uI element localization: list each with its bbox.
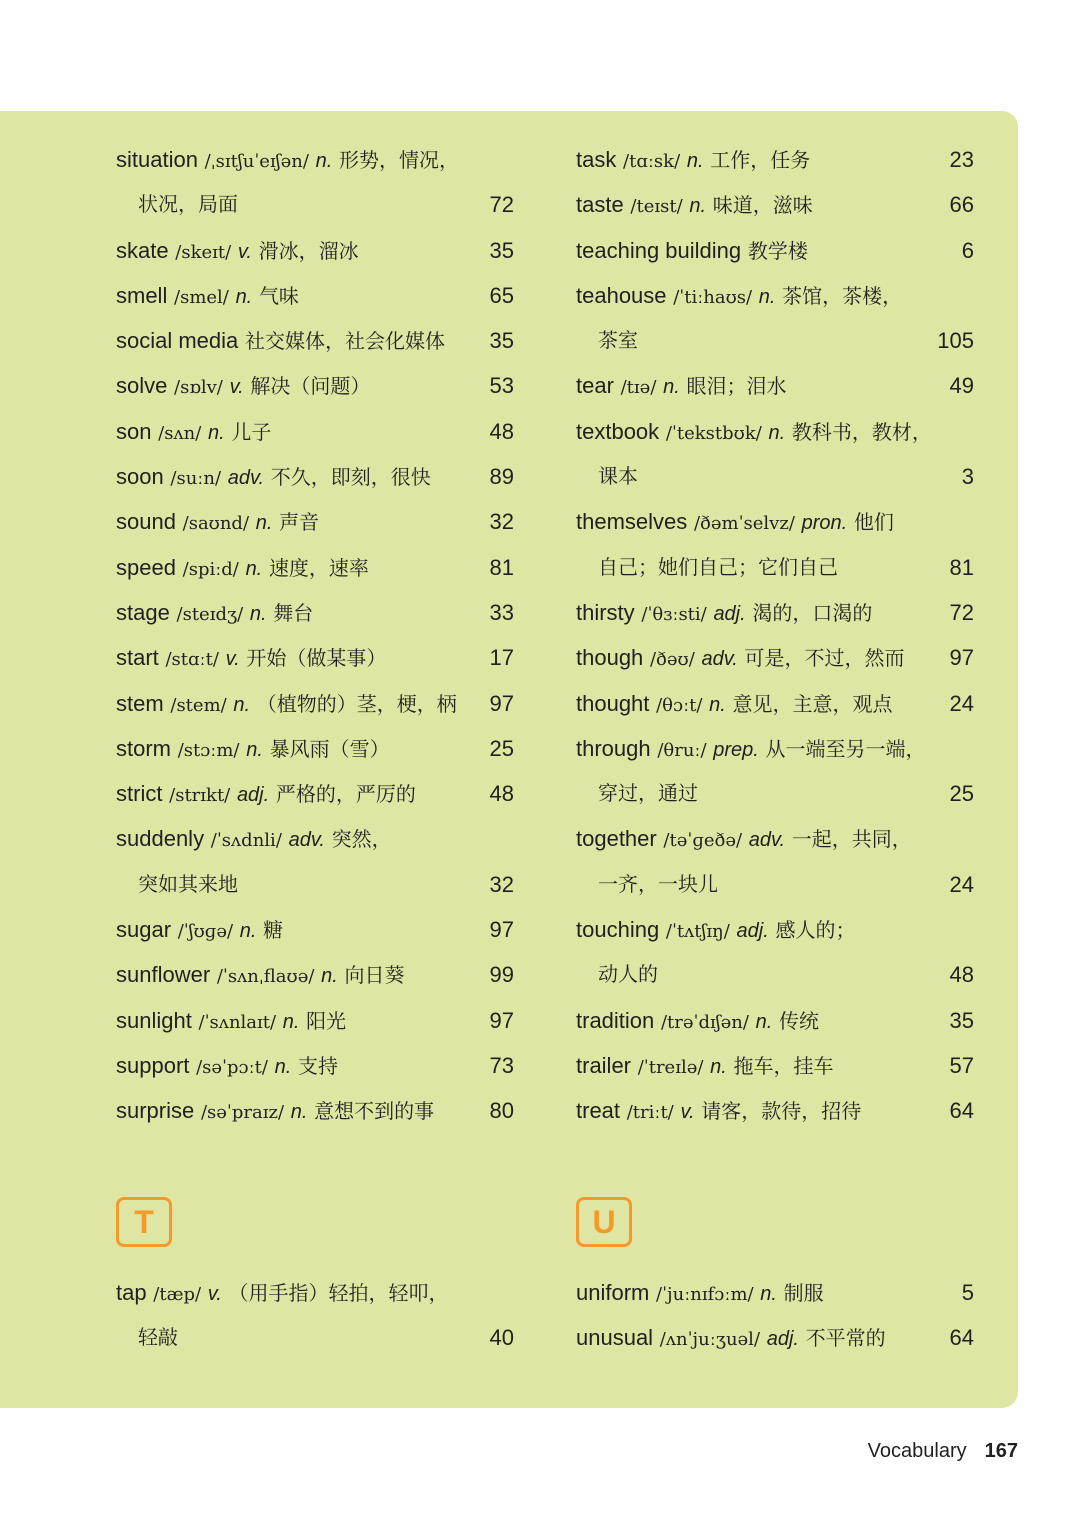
vocab-entry — [116, 590, 514, 635]
part-of-speech: n. — [755, 1010, 773, 1033]
page-ref: 24 — [949, 690, 974, 716]
vocab-entry — [576, 635, 974, 680]
vocab-list-t — [116, 1270, 514, 1361]
headword: support — [116, 1052, 190, 1078]
meaning: 状况，局面 — [138, 192, 238, 217]
meaning: 传统 — [779, 1008, 820, 1033]
phonetic: /strɪkt/ — [169, 785, 231, 807]
vocab-entry — [116, 862, 514, 907]
phonetic: /səˈpraɪz/ — [200, 1102, 285, 1124]
phonetic: /təˈɡeðə/ — [663, 830, 743, 852]
vocab-entry — [576, 228, 974, 273]
page-ref: 23 — [949, 147, 974, 172]
part-of-speech: n. — [246, 738, 263, 761]
headword: task — [576, 147, 617, 172]
page-ref: 48 — [489, 781, 514, 807]
headword: thought — [576, 690, 650, 716]
vocab-entry — [116, 681, 514, 726]
phonetic: /tæp/ — [153, 1284, 202, 1305]
part-of-speech: n. — [235, 285, 253, 308]
headword: together — [576, 826, 657, 852]
meaning: 动人的 — [598, 962, 658, 987]
phonetic: /triːt/ — [626, 1102, 674, 1124]
phonetic: /suːn/ — [170, 468, 222, 490]
vocab-entry — [576, 771, 974, 816]
vocab-entry — [576, 409, 974, 454]
phonetic: /ˈsʌdnli/ — [210, 830, 282, 852]
vocab-list-right — [576, 137, 974, 1134]
headword: sound — [116, 509, 176, 535]
meaning: 茶馆，茶楼， — [782, 283, 903, 308]
headword: treat — [576, 1098, 621, 1124]
phonetic: /smel/ — [174, 286, 229, 308]
vocab-entry — [116, 363, 514, 408]
meaning: 不平常的 — [805, 1326, 886, 1351]
phonetic: /ˈtʌtʃɪŋ/ — [665, 921, 730, 943]
vocab-entry — [576, 681, 974, 726]
vocab-entry — [116, 907, 514, 952]
headword: thirsty — [576, 599, 635, 625]
vocab-entry — [576, 590, 974, 635]
vocab-entry — [576, 952, 974, 997]
meaning: 课本 — [598, 464, 638, 489]
phonetic: /θruː/ — [657, 739, 707, 761]
page-ref: 81 — [949, 554, 974, 580]
meaning: 儿子 — [231, 419, 272, 444]
headword: touching — [576, 917, 660, 943]
meaning: 请客，款待，招待 — [701, 1099, 862, 1124]
meaning: 味道，滋味 — [712, 193, 813, 218]
part-of-speech: n. — [321, 965, 338, 988]
vocab-entry — [116, 318, 514, 363]
headword: suddenly — [116, 826, 205, 852]
headword: son — [116, 418, 152, 444]
vocab-entry — [116, 771, 514, 816]
vocab-entry — [576, 363, 974, 408]
meaning: 舞台 — [273, 600, 314, 625]
page-ref: 73 — [489, 1052, 514, 1078]
page-ref: 32 — [489, 509, 514, 535]
part-of-speech: prep. — [713, 738, 759, 761]
meaning: 渴的，口渴的 — [752, 600, 873, 625]
headword: taste — [576, 192, 624, 218]
part-of-speech: adv. — [227, 467, 265, 490]
vocab-entry — [116, 499, 514, 544]
page-number: 167 — [984, 1440, 1018, 1462]
part-of-speech: adj. — [766, 1328, 799, 1351]
headword: unusual — [576, 1325, 654, 1351]
vocab-entry — [576, 1315, 974, 1360]
meaning: 教学楼 — [747, 238, 808, 263]
page-ref: 105 — [937, 328, 974, 354]
headword: textbook — [576, 418, 660, 444]
phonetic: /tɑːsk/ — [623, 151, 681, 172]
footer-label: Vocabulary — [867, 1440, 967, 1462]
meaning: 支持 — [298, 1053, 339, 1078]
headword: sunflower — [116, 962, 211, 988]
phonetic: /səˈpɔːt/ — [196, 1056, 268, 1078]
phonetic: /ˈtiːhaʊs/ — [673, 286, 753, 308]
meaning: 开始（做某事） — [246, 646, 387, 671]
meaning: 一起，共同， — [791, 827, 912, 852]
page-ref: 72 — [949, 599, 974, 625]
page-ref: 53 — [489, 373, 514, 399]
vocab-entry — [116, 1043, 514, 1088]
meaning: 他们 — [853, 510, 894, 535]
headword: surprise — [116, 1098, 195, 1124]
page-ref: 35 — [489, 237, 514, 263]
meaning: 不久，即刻，很快 — [270, 465, 431, 490]
phonetic: /stɔːm/ — [177, 739, 240, 761]
headword: tap — [116, 1280, 147, 1305]
headword: storm — [116, 735, 171, 761]
page-ref: 97 — [489, 917, 514, 943]
part-of-speech: n. — [290, 1101, 308, 1124]
page-ref: 72 — [489, 192, 514, 218]
page-ref: 97 — [489, 690, 514, 716]
phonetic: /ˈsʌnlaɪt/ — [198, 1011, 277, 1033]
part-of-speech: adv. — [288, 829, 325, 852]
phonetic: /spiːd/ — [182, 558, 239, 580]
meaning: （用手指）轻拍，轻叩， — [228, 1281, 449, 1305]
part-of-speech: n. — [282, 1010, 300, 1033]
meaning: 向日葵 — [344, 963, 405, 988]
part-of-speech: n. — [760, 1283, 777, 1305]
vocab-entry — [116, 273, 514, 318]
phonetic: /ˌsɪtʃuˈeɪʃən/ — [204, 151, 309, 172]
phonetic: /ʌnˈjuːʒuəl/ — [659, 1329, 761, 1351]
part-of-speech: n. — [208, 421, 225, 444]
part-of-speech: adj. — [713, 602, 746, 625]
meaning: 穿过，通过 — [598, 781, 698, 806]
section-letter-t: T — [116, 1197, 172, 1247]
page-ref: 24 — [949, 871, 974, 897]
meaning: 社交媒体，社会化媒体 — [244, 329, 445, 354]
meaning: 暴风雨（雪） — [269, 736, 390, 761]
phonetic: /tɪə/ — [620, 377, 657, 399]
vocab-entry — [576, 273, 974, 318]
headword: sunlight — [116, 1007, 192, 1033]
page-ref: 48 — [489, 418, 514, 444]
vocab-entry — [576, 998, 974, 1043]
part-of-speech: n. — [689, 195, 707, 218]
part-of-speech: n. — [709, 693, 726, 716]
vocab-entry — [576, 1270, 974, 1315]
part-of-speech: n. — [686, 150, 704, 172]
headword: stage — [116, 599, 170, 625]
headword: tear — [576, 373, 614, 399]
part-of-speech: n. — [239, 920, 257, 943]
vocab-entry — [116, 1270, 514, 1315]
part-of-speech: n. — [233, 693, 251, 716]
phonetic: /ˈjuːnɪfɔːm/ — [656, 1284, 754, 1305]
meaning: 一齐，一块儿 — [598, 871, 718, 896]
page-ref: 33 — [489, 599, 514, 625]
vocab-entry — [116, 137, 514, 182]
meaning: 声音 — [279, 510, 320, 535]
headword: themselves — [576, 509, 688, 535]
vocab-entry — [576, 862, 974, 907]
page-ref: 5 — [961, 1280, 974, 1305]
part-of-speech: v. — [225, 648, 240, 671]
meaning: 解决（问题） — [250, 374, 371, 399]
headword: sugar — [116, 917, 172, 943]
part-of-speech: adj. — [236, 784, 270, 807]
page-ref: 35 — [489, 328, 514, 354]
page-ref: 57 — [949, 1052, 974, 1078]
page-ref: 40 — [489, 1325, 514, 1351]
part-of-speech: n. — [710, 1055, 727, 1078]
phonetic: /sʌn/ — [158, 422, 202, 444]
meaning: 眼泪；泪水 — [686, 374, 787, 399]
vocab-entry — [576, 137, 974, 182]
part-of-speech: v. — [229, 376, 244, 399]
vocab-entry — [576, 1043, 974, 1088]
meaning: 轻敲 — [138, 1325, 178, 1350]
headword: trailer — [576, 1052, 632, 1078]
page-ref: 64 — [949, 1098, 974, 1124]
vocab-entry — [576, 907, 974, 952]
vocab-entry — [116, 998, 514, 1043]
headword: social media — [116, 328, 239, 354]
page-ref: 64 — [949, 1325, 974, 1351]
page-ref: 48 — [949, 962, 974, 988]
phonetic: /stɑːt/ — [165, 649, 219, 671]
vocab-entry — [576, 318, 974, 363]
meaning: 气味 — [258, 283, 299, 308]
meaning: 糖 — [263, 918, 284, 943]
meaning: 拖车，挂车 — [733, 1053, 834, 1078]
page-ref: 81 — [489, 554, 514, 580]
page-ref: 80 — [489, 1098, 514, 1124]
phonetic: /trəˈdɪʃən/ — [660, 1011, 749, 1033]
vocab-entry — [116, 1088, 514, 1133]
part-of-speech: adv. — [701, 648, 738, 671]
meaning: 制服 — [783, 1281, 824, 1305]
phonetic: /ˈʃʊɡə/ — [177, 921, 234, 943]
page-ref: 66 — [949, 192, 974, 218]
vocab-entry — [576, 182, 974, 227]
headword: uniform — [576, 1280, 650, 1305]
phonetic: /ˈtekstbʊk/ — [665, 422, 762, 444]
phonetic: /ˈsʌnˌflaʊə/ — [216, 966, 315, 988]
meaning: （植物的）茎，梗，柄 — [256, 691, 457, 716]
page-ref: 89 — [489, 464, 514, 490]
page-ref: 35 — [949, 1007, 974, 1033]
headword: smell — [116, 282, 168, 308]
part-of-speech: adv. — [748, 829, 786, 852]
vocab-entry — [576, 726, 974, 771]
meaning: 教科书，教材， — [791, 419, 932, 444]
page-ref: 97 — [949, 645, 974, 671]
page-ref: 25 — [949, 781, 974, 807]
meaning: 突然， — [331, 827, 392, 852]
part-of-speech: n. — [245, 557, 263, 580]
headword: solve — [116, 373, 168, 399]
phonetic: /skeɪt/ — [175, 241, 232, 263]
headword: teaching building — [576, 237, 742, 263]
page-ref: 3 — [961, 464, 974, 490]
meaning: 茶室 — [598, 328, 638, 353]
vocab-entry — [116, 816, 514, 861]
vocab-entry — [116, 409, 514, 454]
page-footer — [868, 1440, 1018, 1463]
part-of-speech: n. — [274, 1055, 292, 1078]
headword: situation — [116, 147, 198, 172]
phonetic: /stem/ — [170, 694, 227, 716]
phonetic: /saʊnd/ — [182, 513, 250, 535]
meaning: 速度，速率 — [268, 555, 369, 580]
headword: though — [576, 645, 644, 671]
page-ref: 99 — [489, 962, 514, 988]
part-of-speech: adj. — [736, 920, 769, 943]
vocab-entry — [116, 545, 514, 590]
page-ref: 25 — [489, 735, 514, 761]
headword: teahouse — [576, 282, 667, 308]
part-of-speech: n. — [255, 512, 273, 535]
meaning: 感人的； — [775, 918, 856, 943]
part-of-speech: n. — [663, 376, 680, 399]
section-letter-u: U — [576, 1197, 632, 1247]
vocab-entry — [116, 726, 514, 771]
headword: speed — [116, 554, 176, 580]
vocab-list-u — [576, 1270, 974, 1361]
vocab-entry — [116, 228, 514, 273]
meaning: 从一端至另一端， — [765, 736, 926, 761]
meaning: 形势，情况， — [338, 148, 459, 172]
phonetic: /ˈθɜːsti/ — [641, 603, 707, 625]
vocab-entry — [576, 816, 974, 861]
part-of-speech: v. — [237, 240, 252, 263]
meaning: 严格的，严厉的 — [275, 782, 416, 807]
part-of-speech: n. — [768, 421, 786, 444]
vocab-entry — [576, 1088, 974, 1133]
headword: start — [116, 645, 159, 671]
page-ref: 97 — [489, 1007, 514, 1033]
meaning: 可是，不过，然而 — [744, 646, 905, 671]
vocab-entry — [116, 1315, 514, 1360]
meaning: 自己；她们自己；它们自己 — [598, 554, 838, 579]
headword: stem — [116, 690, 164, 716]
phonetic: /ˈtreɪlə/ — [637, 1056, 704, 1078]
vocab-entry — [116, 952, 514, 997]
headword: skate — [116, 237, 169, 263]
vocab-entry — [576, 454, 974, 499]
headword: soon — [116, 464, 164, 490]
meaning: 意见，主意，观点 — [732, 691, 893, 716]
meaning: 阳光 — [306, 1008, 347, 1033]
part-of-speech: n. — [315, 150, 333, 172]
phonetic: /θɔːt/ — [656, 694, 703, 716]
page-ref: 32 — [489, 871, 514, 897]
headword: tradition — [576, 1007, 655, 1033]
vocab-entry — [576, 499, 974, 544]
vocab-entry — [576, 545, 974, 590]
page-ref: 17 — [489, 645, 514, 671]
vocab-entry — [116, 454, 514, 499]
part-of-speech: n. — [249, 602, 267, 625]
phonetic: /ðəʊ/ — [649, 649, 695, 671]
part-of-speech: v. — [207, 1283, 222, 1305]
vocab-entry — [116, 635, 514, 680]
vocab-list-left — [116, 137, 514, 1134]
headword: strict — [116, 781, 163, 807]
part-of-speech: n. — [758, 285, 776, 308]
part-of-speech: v. — [680, 1101, 695, 1124]
meaning: 工作，任务 — [710, 148, 811, 172]
meaning: 意想不到的事 — [314, 1099, 435, 1124]
page-ref: 49 — [949, 373, 974, 399]
vocab-entry — [116, 182, 514, 227]
part-of-speech: pron. — [801, 512, 848, 535]
phonetic: /steɪdʒ/ — [176, 603, 244, 625]
page-ref: 65 — [489, 282, 514, 308]
meaning: 突如其来地 — [138, 871, 238, 896]
phonetic: /sɒlv/ — [174, 377, 223, 399]
phonetic: /ðəmˈselvz/ — [693, 513, 795, 535]
headword: through — [576, 735, 651, 761]
page-ref: 6 — [961, 237, 974, 263]
meaning: 滑冰，溜冰 — [258, 238, 359, 263]
phonetic: /teɪst/ — [630, 196, 683, 218]
